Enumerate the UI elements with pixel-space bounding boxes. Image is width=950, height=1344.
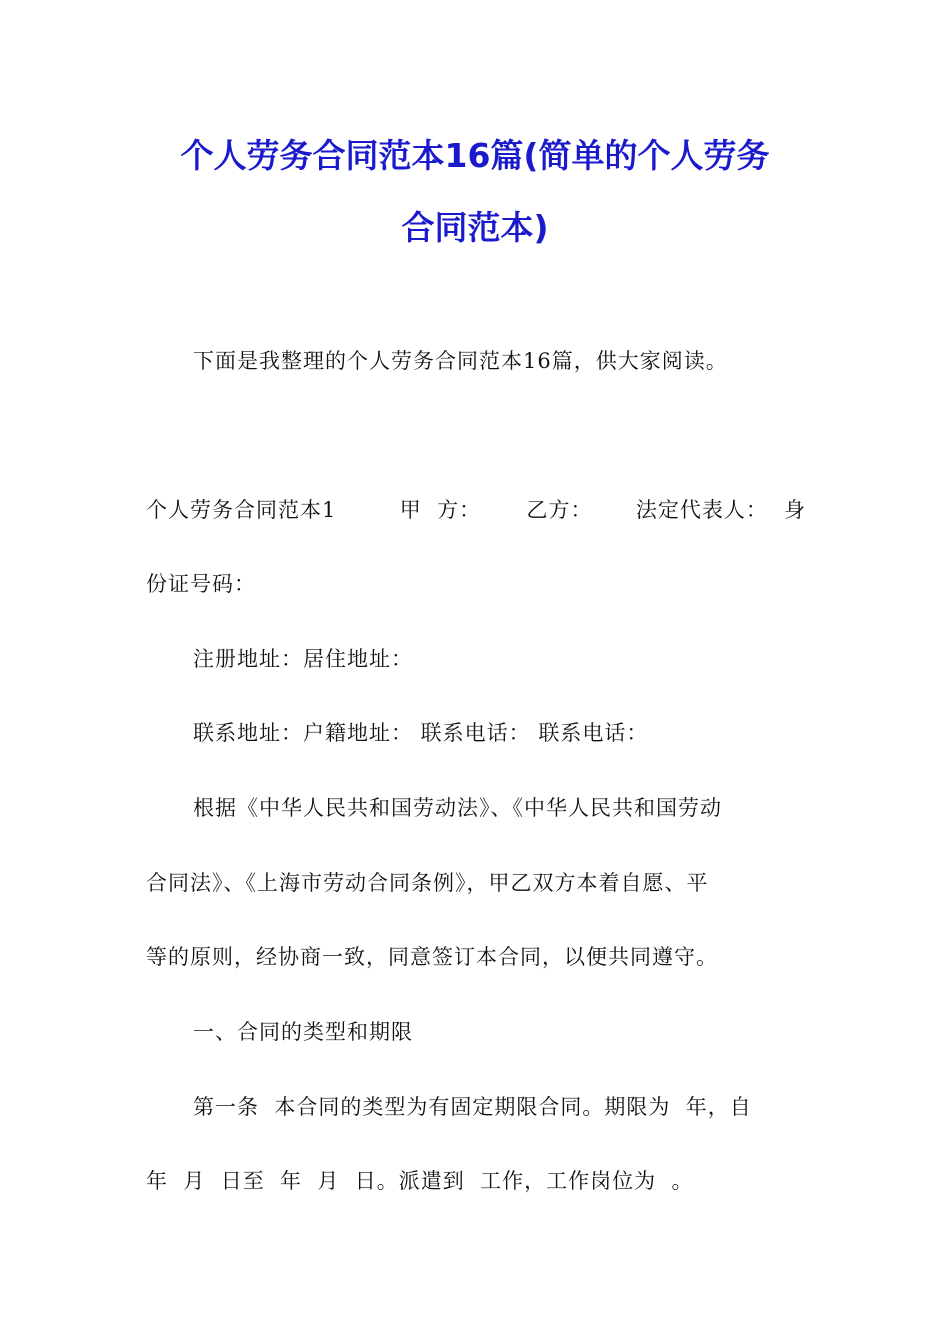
id-number-label-end: 份证号码： (146, 572, 256, 596)
party-a-label: 甲 方： (399, 498, 482, 522)
intro-paragraph: 下面是我整理的个人劳务合同范本16篇，供大家阅读。 (193, 349, 728, 373)
party-b-label: 乙方： (526, 498, 593, 522)
chapter-1-heading: 一、合同的类型和期限 (193, 1020, 413, 1044)
document-title-line-1: 个人劳务合同范本16篇(简单的个人劳务 (180, 136, 770, 175)
register-address-line: 注册地址：居住地址： (193, 647, 413, 671)
legal-basis-line-1: 根据《中华人民共和国劳动法》、《中华人民共和国劳动 (193, 796, 722, 820)
contact-address-line: 联系地址：户籍地址： 联系电话： 联系电话： (193, 721, 649, 745)
id-number-label-start: 身 (784, 498, 806, 522)
legal-rep-label: 法定代表人： (635, 498, 768, 522)
section1-name: 个人劳务合同范本1 (146, 498, 337, 522)
section1-header-line (146, 496, 806, 524)
legal-basis-line-3: 等的原则，经协商一致，同意签订本合同，以便共同遵守。 (146, 945, 718, 969)
document-title-line-2: 合同范本) (401, 208, 549, 247)
legal-basis-line-2: 合同法》、《上海市劳动合同条例》，甲乙双方本着自愿、平 (146, 871, 709, 895)
article-1-line-1: 第一条 本合同的类型为有固定期限合同。期限为 年，自 (193, 1095, 752, 1119)
article-1-line-2: 年 月 日至 年 月 日。派遣到 工作，工作岗位为 。 (146, 1169, 694, 1193)
